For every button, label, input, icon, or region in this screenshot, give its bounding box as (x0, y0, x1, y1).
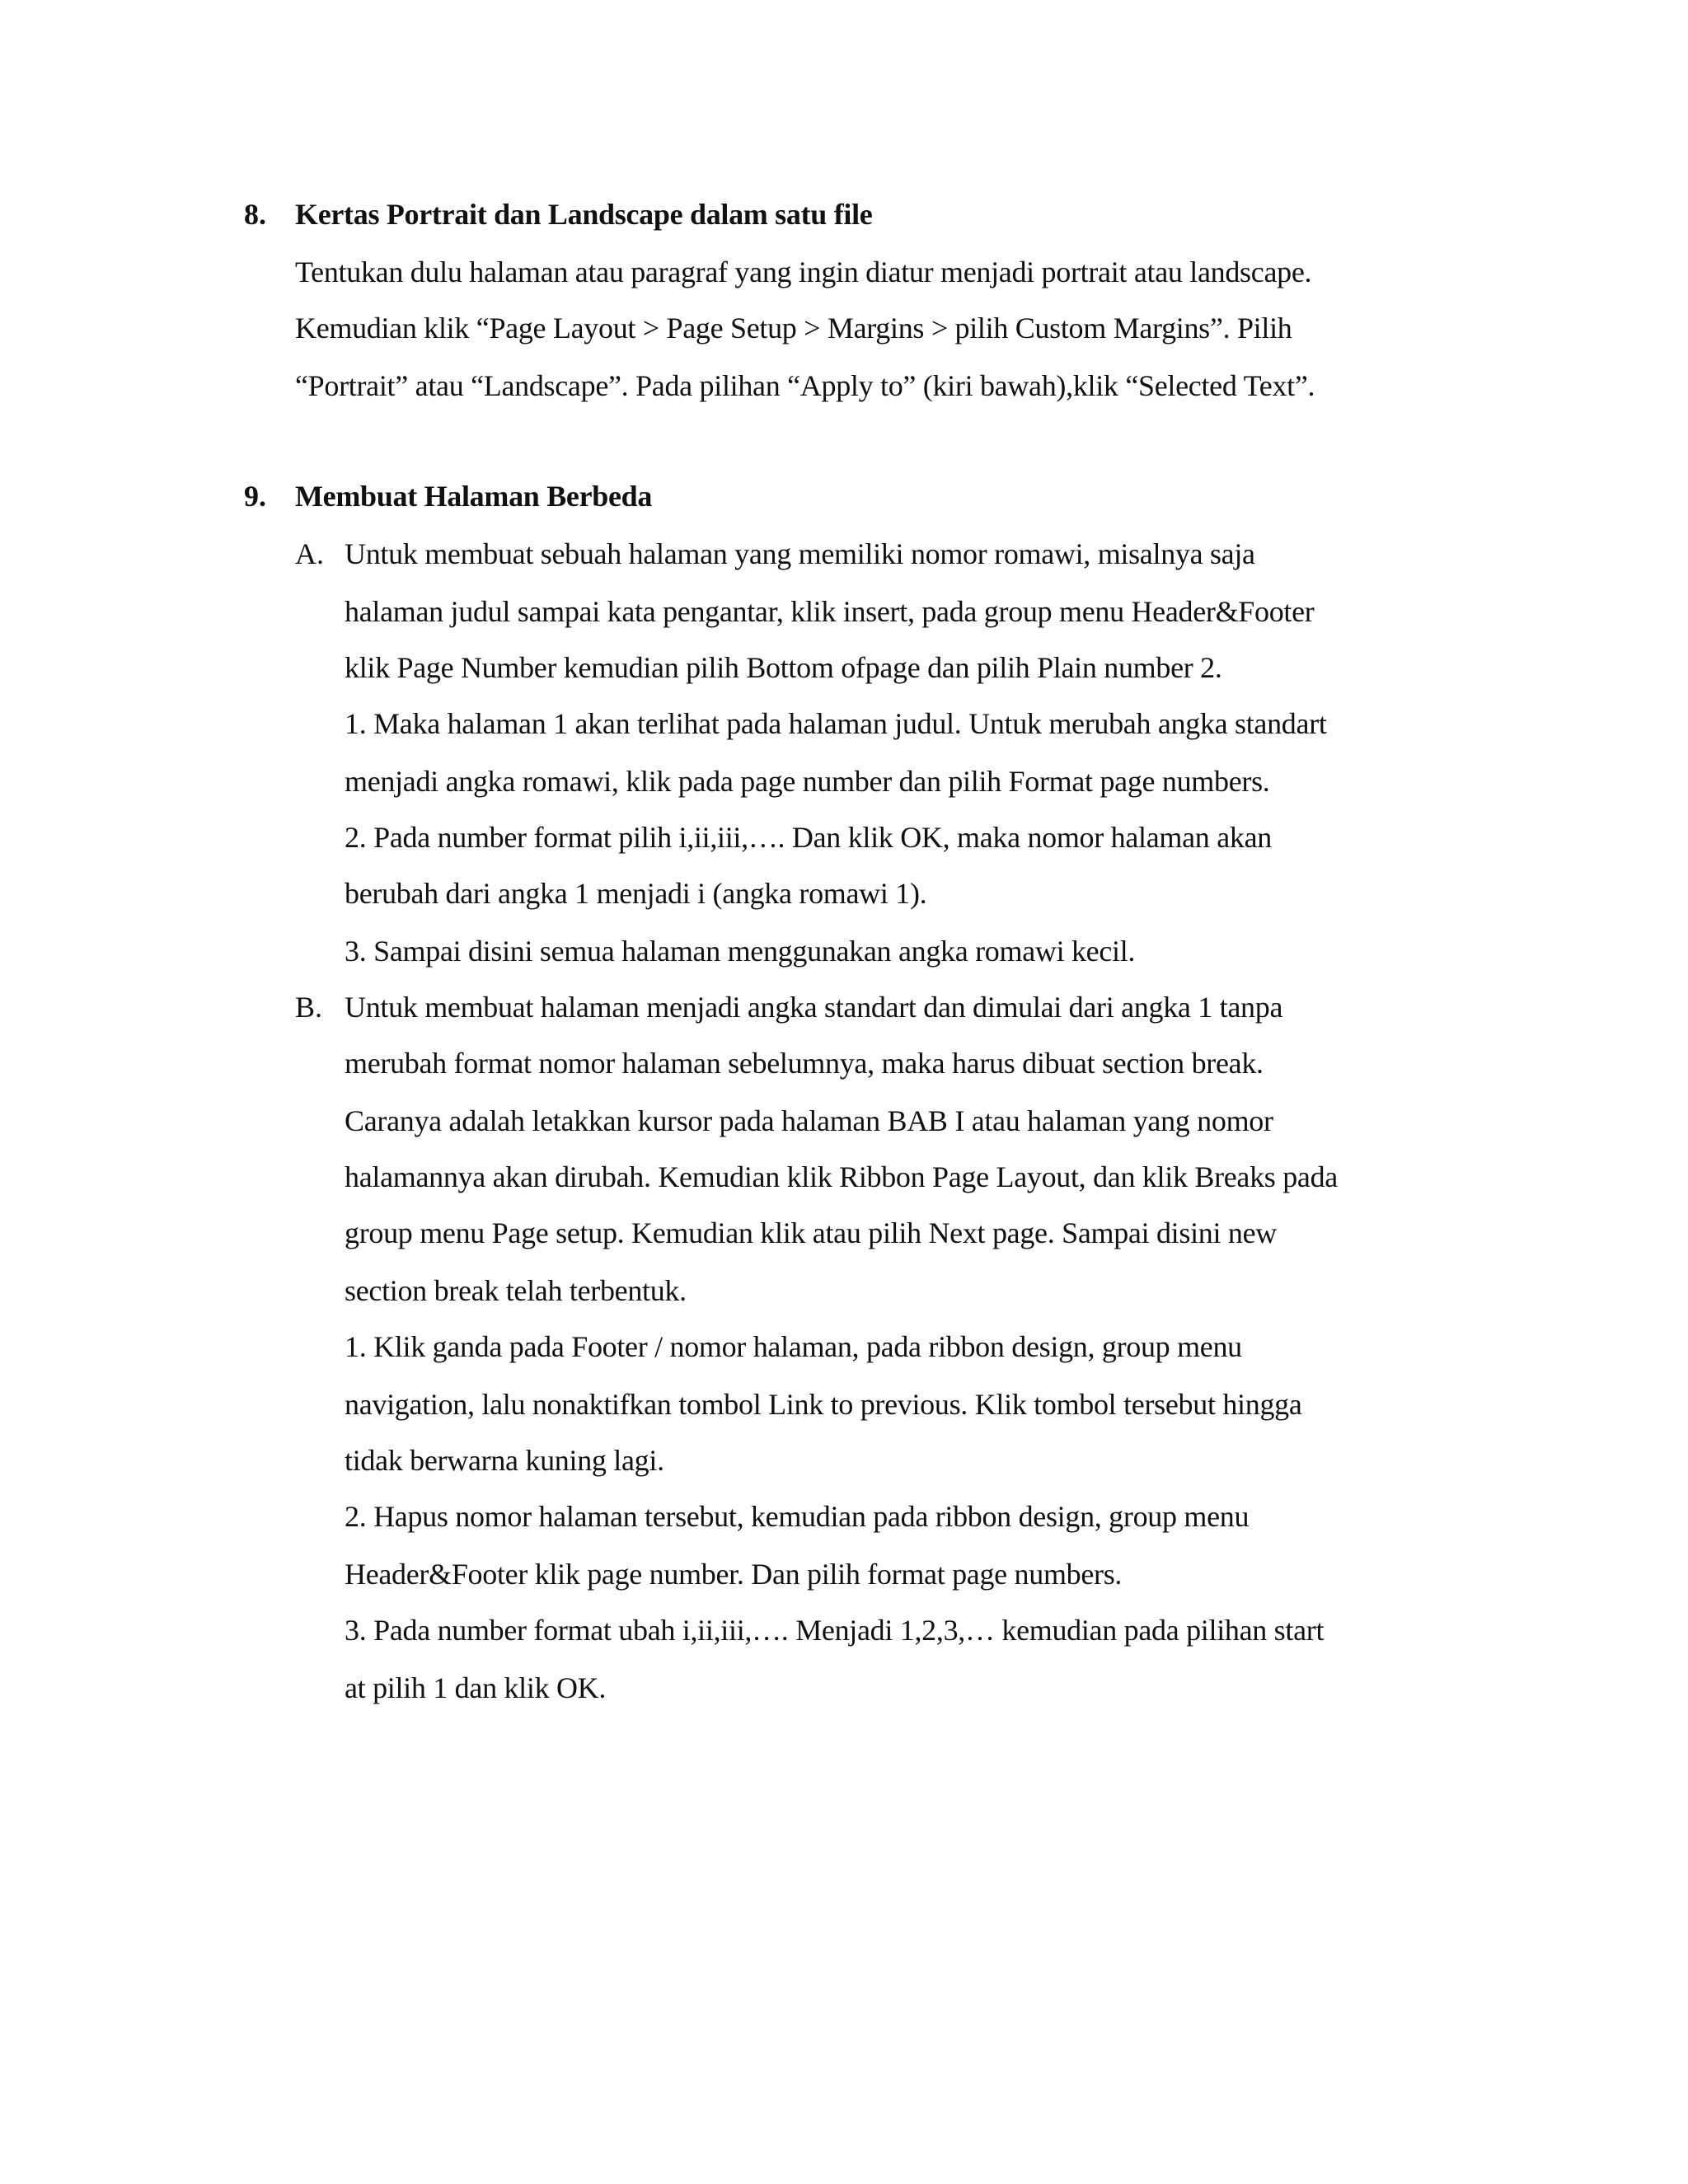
part-a-letter: A. (295, 537, 324, 570)
part-b-line: merubah format nomor halaman sebelumnya, maka harus dibuat section break. (345, 1047, 1264, 1080)
part-b-line: group menu Page setup. Kemudian klik atau pilih Next page. Sampai disini new (345, 1216, 1277, 1249)
part-a-line: 3. Sampai disini semua halaman menggunakan angka romawi kecil. (345, 935, 1136, 968)
section-8-line: Tentukan dulu halaman atau paragraf yang ingin diatur menjadi portrait atau landscape. (295, 255, 1312, 288)
section-8-line: “Portrait” atau “Landscape”. Pada pilihan “Apply to” (kiri bawah),klik “Selected Text”. (295, 369, 1315, 402)
section-8-number: 8. (244, 198, 266, 231)
part-b-line: tidak berwarna kuning lagi. (345, 1444, 664, 1477)
part-a-line: klik Page Number kemudian pilih Bottom ofpage dan pilih Plain number 2. (345, 651, 1222, 684)
part-b-line: 2. Hapus nomor halaman tersebut, kemudian pada ribbon design, group menu (345, 1500, 1250, 1533)
part-b-line: at pilih 1 dan klik OK. (345, 1671, 607, 1704)
part-b-line: 1. Klik ganda pada Footer / nomor halaman, pada ribbon design, group menu (345, 1330, 1242, 1363)
section-8-heading: Kertas Portrait dan Landscape dalam satu file (295, 198, 873, 231)
part-b-line: section break telah terbentuk. (345, 1274, 687, 1307)
part-a-line: 2. Pada number format pilih i,ii,iii,…. Dan klik OK, maka nomor halaman akan (345, 821, 1272, 854)
part-a-line: 1. Maka halaman 1 akan terlihat pada halaman judul. Untuk merubah angka standart (345, 707, 1327, 740)
part-b-line: Untuk membuat halaman menjadi angka standart dan dimulai dari angka 1 tanpa (345, 991, 1283, 1024)
part-b-line: 3. Pada number format ubah i,ii,iii,…. Menjadi 1,2,3,… kemudian pada pilihan start (345, 1614, 1325, 1647)
part-a-line: halaman judul sampai kata pengantar, klik insert, pada group menu Header&Footer (345, 595, 1315, 628)
section-9-heading: Membuat Halaman Berbeda (295, 480, 653, 513)
part-b-letter: B. (295, 991, 323, 1024)
part-b-line: Header&Footer klik page number. Dan pilih format page numbers. (345, 1558, 1123, 1591)
part-b-line: halamannya akan dirubah. Kemudian klik Ribbon Page Layout, dan klik Breaks pada (345, 1160, 1338, 1193)
section-8-line: Kemudian klik “Page Layout > Page Setup > Margins > pilih Custom Margins”. Pilih (295, 312, 1292, 344)
part-b-line: Caranya adalah letakkan kursor pada halaman BAB I atau halaman yang nomor (345, 1104, 1273, 1137)
section-9-number: 9. (244, 480, 266, 513)
part-b-line: navigation, lalu nonaktifkan tombol Link to previous. Klik tombol tersebut hingga (345, 1388, 1302, 1421)
part-a-line: menjadi angka romawi, klik pada page number dan pilih Format page numbers. (345, 765, 1270, 798)
part-a-line: berubah dari angka 1 menjadi i (angka romawi 1). (345, 877, 927, 910)
part-a-line: Untuk membuat sebuah halaman yang memiliki nomor romawi, misalnya saja (345, 537, 1255, 570)
